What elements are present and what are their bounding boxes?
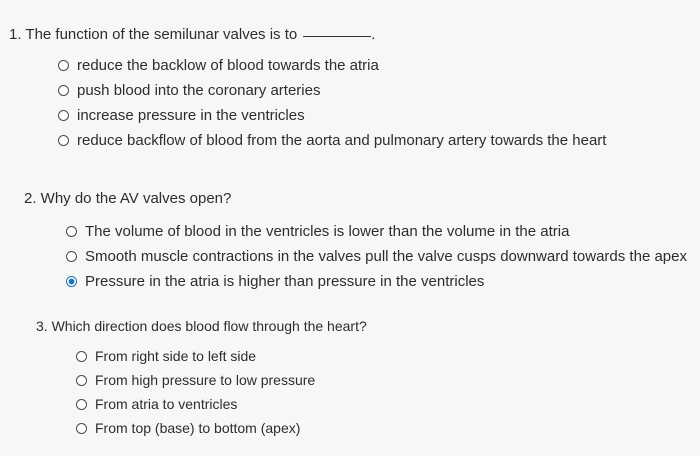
question-3-title: 3. Which direction does blood flow through the heart? xyxy=(36,318,367,334)
question-2-option-3[interactable] xyxy=(66,269,687,294)
radio-button[interactable] xyxy=(66,251,77,262)
question-1-options xyxy=(58,53,606,153)
question-2-option-2[interactable] xyxy=(66,244,687,269)
question-1-option-4[interactable] xyxy=(58,128,606,153)
option-label[interactable]: From right side to left side xyxy=(95,348,257,364)
question-2-option-1[interactable] xyxy=(66,219,687,244)
option-label[interactable]: From top (base) to bottom (apex) xyxy=(95,420,301,436)
question-1-suffix: . xyxy=(371,26,376,43)
radio-button[interactable] xyxy=(66,226,77,237)
question-1 xyxy=(9,26,606,153)
question-1-title: 1. The function of the semilunar valves is to xyxy=(9,26,298,43)
option-label[interactable]: The volume of blood in the ventricles is lower than the volume in the atria xyxy=(85,223,570,240)
question-1-option-2[interactable] xyxy=(58,78,606,103)
question-3-option-3[interactable] xyxy=(76,392,367,416)
radio-button[interactable] xyxy=(76,351,87,362)
radio-button[interactable] xyxy=(58,85,69,96)
question-1-option-1[interactable] xyxy=(58,53,606,78)
radio-button[interactable] xyxy=(76,399,87,410)
option-label[interactable]: From atria to ventricles xyxy=(95,396,238,412)
question-3-option-4[interactable] xyxy=(76,416,367,440)
question-3 xyxy=(36,318,367,440)
answer-blank xyxy=(303,35,371,37)
question-2-options xyxy=(66,219,687,294)
radio-button[interactable] xyxy=(58,135,69,146)
radio-button-selected[interactable] xyxy=(66,276,77,287)
radio-button[interactable] xyxy=(58,60,69,71)
radio-button[interactable] xyxy=(76,423,87,434)
question-2 xyxy=(24,190,687,294)
question-3-option-2[interactable] xyxy=(76,368,367,392)
option-label[interactable]: Smooth muscle contractions in the valves pull the valve cusps downward towards the apex xyxy=(85,248,687,265)
question-3-options xyxy=(76,344,367,440)
question-2-title: 2. Why do the AV valves open? xyxy=(24,190,232,207)
option-label[interactable]: increase pressure in the ventricles xyxy=(77,107,305,124)
option-label[interactable]: reduce the backlow of blood towards the atria xyxy=(77,57,379,74)
radio-button[interactable] xyxy=(58,110,69,121)
question-1-option-3[interactable] xyxy=(58,103,606,128)
radio-button[interactable] xyxy=(76,375,87,386)
option-label[interactable]: Pressure in the atria is higher than pressure in the ventricles xyxy=(85,273,485,290)
option-label[interactable]: From high pressure to low pressure xyxy=(95,372,316,388)
option-label[interactable]: push blood into the coronary arteries xyxy=(77,82,321,99)
option-label[interactable]: reduce backflow of blood from the aorta and pulmonary artery towards the heart xyxy=(77,132,607,149)
question-3-option-1[interactable] xyxy=(76,344,367,368)
